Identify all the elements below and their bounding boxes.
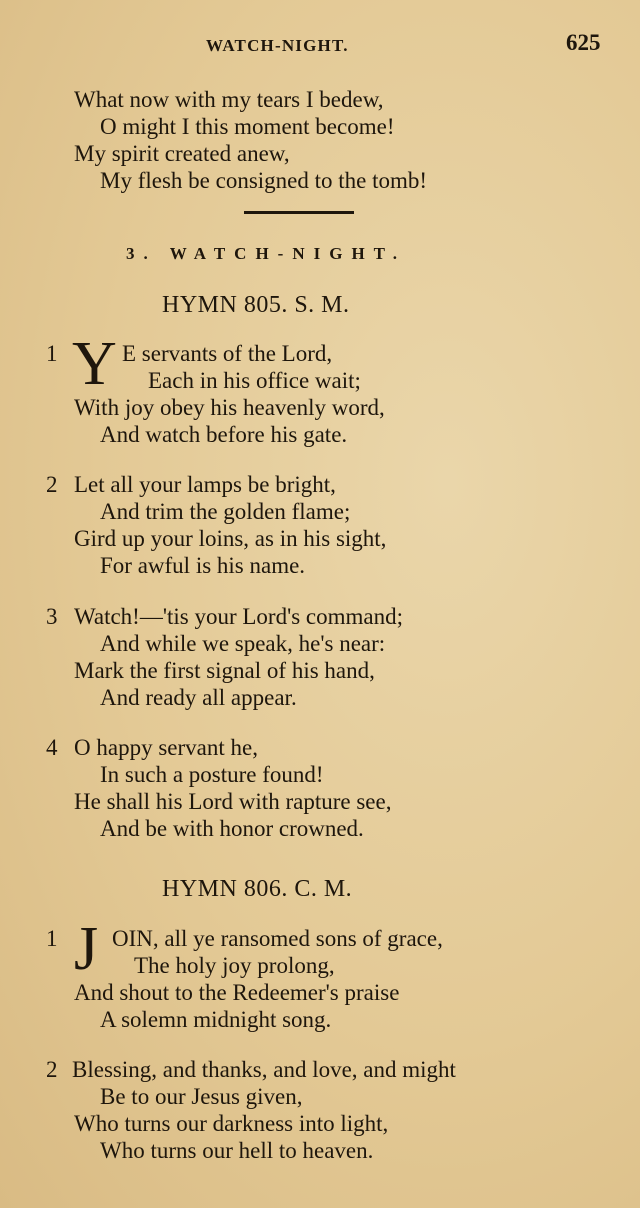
verse-line: Each in his office wait;	[148, 368, 361, 393]
drop-cap: J	[74, 915, 99, 983]
page-number: 625	[566, 30, 601, 55]
verse-number: 1	[46, 926, 58, 951]
verse-line: And watch before his gate.	[100, 422, 348, 447]
verse-line: O happy servant he,	[74, 735, 258, 760]
carryover-line: My flesh be consigned to the tomb!	[100, 168, 428, 193]
verse-line: Be to our Jesus given,	[100, 1084, 303, 1109]
verse-line: E servants of the Lord,	[122, 341, 333, 366]
verse-line: And shout to the Redeemer's praise	[74, 980, 400, 1005]
verse-line: With joy obey his heavenly word,	[74, 395, 385, 420]
verse-number: 4	[46, 735, 58, 760]
verse-line: In such a posture found!	[100, 762, 324, 787]
verse-number: 3	[46, 604, 58, 629]
hymn-title: HYMN 806. C. M.	[162, 876, 353, 902]
verse-number: 2	[46, 472, 58, 497]
verse-line: And be with honor crowned.	[100, 816, 364, 841]
verse-line: A solemn midnight song.	[100, 1007, 332, 1032]
section-rule	[244, 211, 354, 214]
verse-line: Mark the first signal of his hand,	[74, 658, 375, 683]
verse-line: OIN, all ye ransomed sons of grace,	[112, 926, 443, 951]
verse-line: And trim the golden flame;	[100, 499, 351, 524]
carryover-line: My spirit created anew,	[74, 141, 290, 166]
section-heading: 3. WATCH-NIGHT.	[126, 244, 406, 263]
carryover-line: What now with my tears I bedew,	[74, 87, 384, 112]
verse-line: He shall his Lord with rapture see,	[74, 789, 392, 814]
verse-line: And while we speak, he's near:	[100, 631, 386, 656]
drop-cap: Y	[72, 330, 117, 398]
verse-number: 1	[46, 341, 58, 366]
verse-line: The holy joy prolong,	[134, 953, 335, 978]
verse-line: Blessing, and thanks, and love, and might	[72, 1057, 456, 1082]
verse-line: Who turns our hell to heaven.	[100, 1138, 374, 1163]
verse-line: For awful is his name.	[100, 553, 306, 578]
verse-line: Watch!—'tis your Lord's command;	[74, 604, 404, 629]
carryover-line: O might I this moment become!	[100, 114, 395, 139]
running-head: WATCH-NIGHT.	[206, 36, 349, 55]
verse-number: 2	[46, 1057, 58, 1082]
verse-line: Who turns our darkness into light,	[74, 1111, 389, 1136]
hymn-title: HYMN 805. S. M.	[162, 292, 350, 318]
verse-line: Gird up your loins, as in his sight,	[74, 526, 387, 551]
verse-line: Let all your lamps be bright,	[74, 472, 336, 497]
verse-line: And ready all appear.	[100, 685, 297, 710]
